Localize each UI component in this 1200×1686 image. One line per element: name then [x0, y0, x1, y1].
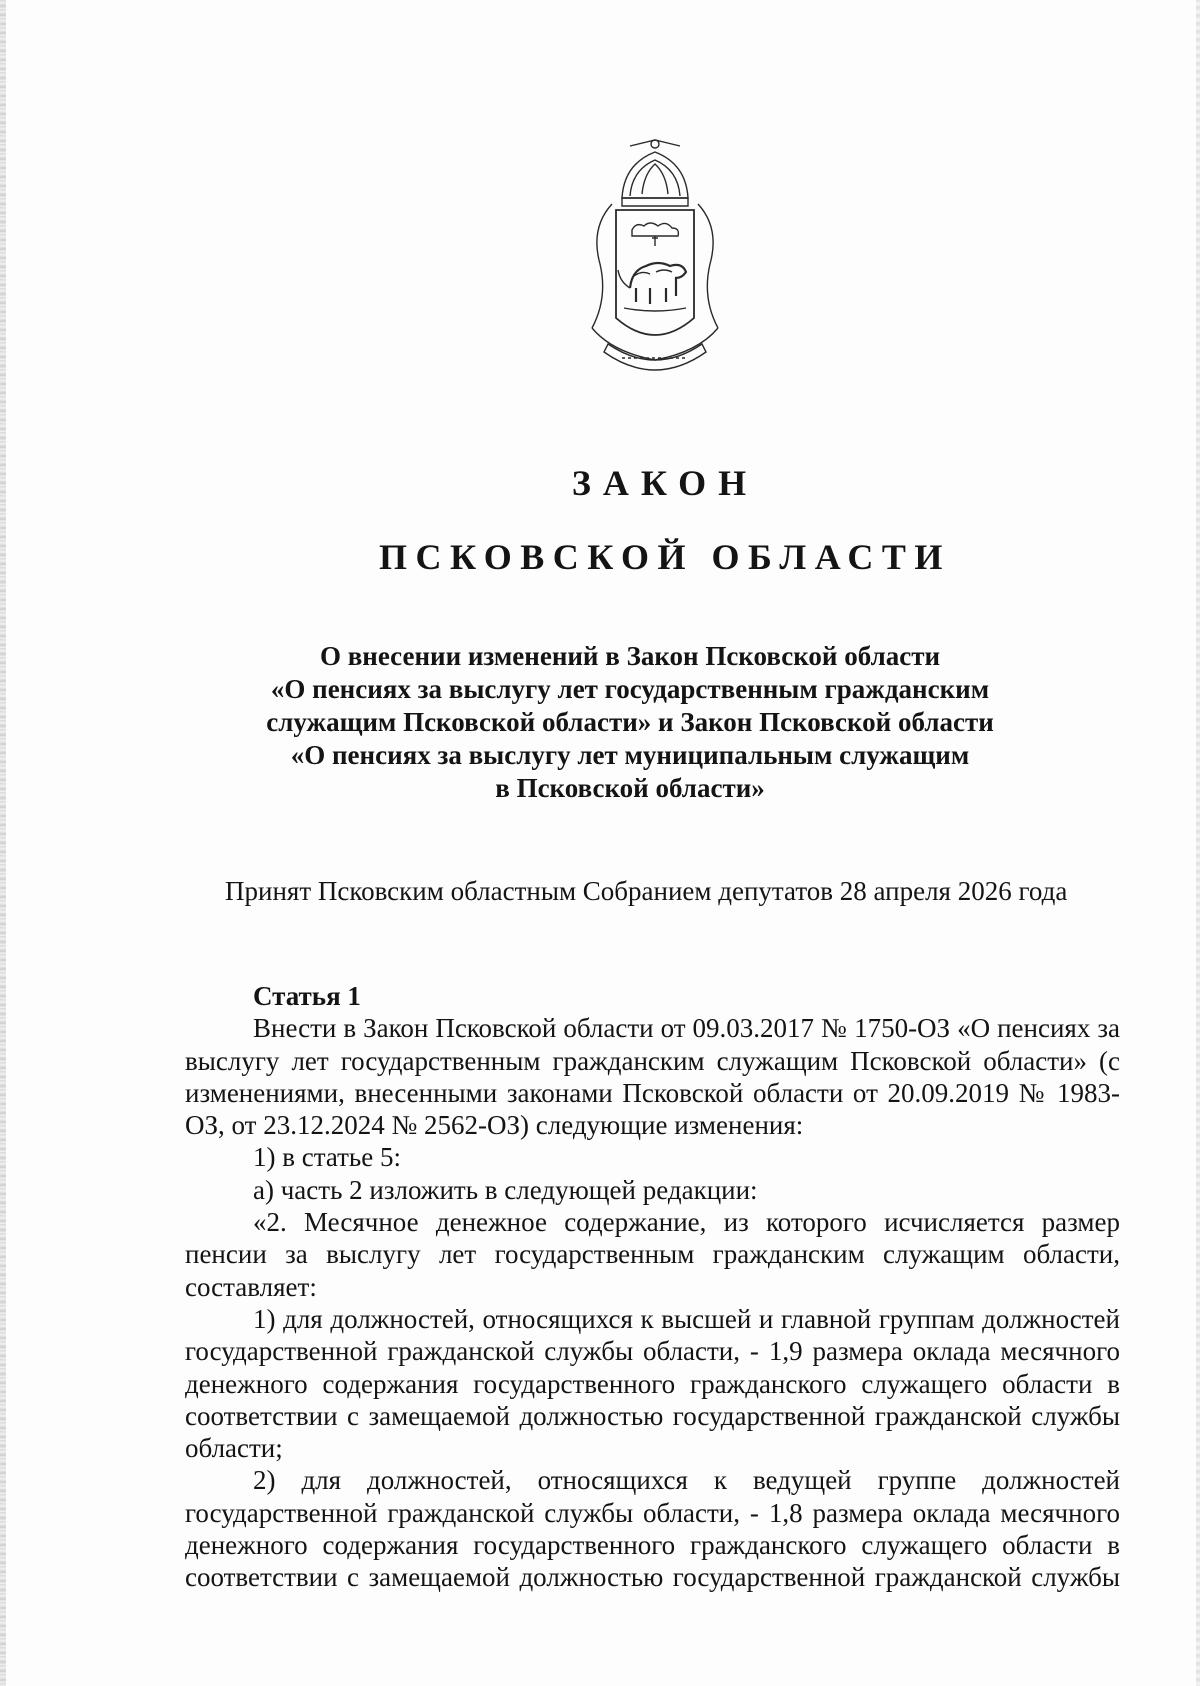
law-name-line: служащим Псковской области» и Закон Псковской области [266, 707, 994, 737]
document-subtitle: ПСКОВСКОЙ ОБЛАСТИ [379, 537, 951, 577]
article-body [185, 980, 1120, 1594]
paragraph: 2) для должностей, относящихся к ведущей группе должностей государственной гражданской службы области, - 1,8 размера оклада месячного денежного содержания государственного гражданского служащего области в соответствии с замещаемой должностью государственной гражданской службы [185, 1465, 1120, 1593]
paragraph: 1) для должностей, относящихся к высшей и главной группам должностей государственной гражданской службы области, - 1,9 размера оклада месячного денежного содержания государственного гражданского служащего области в соответствии с замещаемой должностью государственной гражданской службы области; [185, 1303, 1120, 1464]
law-name-line: О внесении изменений в Закон Псковской области [319, 641, 941, 671]
scan-edge-right [1196, 0, 1200, 1686]
law-name-line: в Псковской области» [495, 773, 765, 803]
article-heading: Статья 1 [253, 981, 361, 1011]
document-title: ЗАКОН [571, 463, 759, 503]
paragraph: а) часть 2 изложить в следующей редакции: [253, 1174, 758, 1205]
paragraph: Внести в Закон Псковской области от 09.03.2017 № 1750-ОЗ «О пенсиях за выслугу лет государственным гражданским служащим Псковской области» (с изменениями, внесенными законами Псковской области от 20.09.2019 № 1983-ОЗ, от 23.12.2024 № 2562-ОЗ) следующие изменения: [185, 1013, 1120, 1141]
paragraph: 1) в статье 5: [253, 1142, 401, 1173]
law-name [200, 640, 1060, 805]
law-name-line: «О пенсиях за выслугу лет муниципальным служащим [290, 740, 970, 770]
law-name-line: «О пенсиях за выслугу лет государственным гражданским [270, 674, 990, 704]
coat-of-arms-icon [572, 138, 738, 390]
scan-edge-left [0, 0, 6, 1686]
adoption-line: Принят Псковским областным Собранием депутатов 28 апреля 2026 года [225, 876, 1068, 906]
paragraph: «2. Месячное денежное содержание, из которого исчисляется размер пенсии за выслугу лет государственным гражданским служащим области, составляет: [185, 1207, 1120, 1302]
